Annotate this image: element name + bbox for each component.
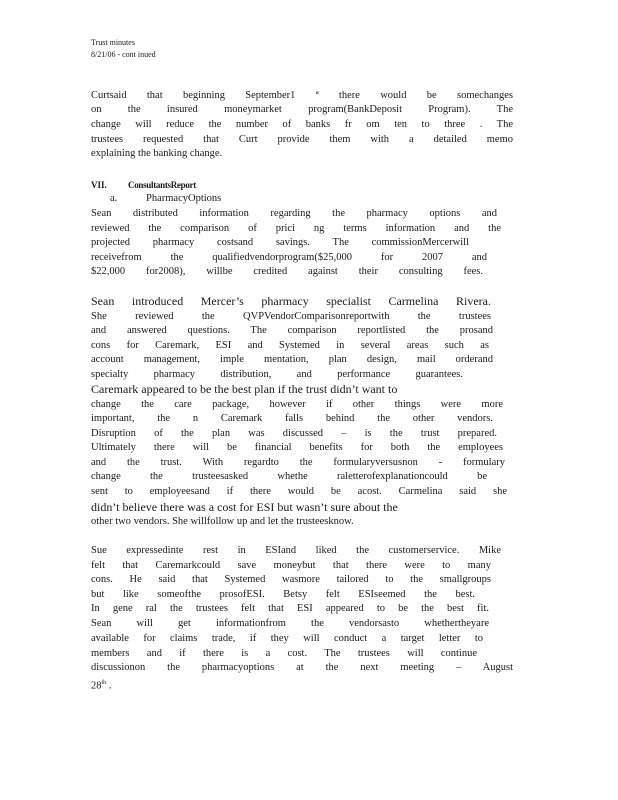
- text-line: and the trust. With regardto the formularyversusnon - formulary: [91, 457, 505, 468]
- text-line: specialty pharmacy distribution, and performance guarantees.: [91, 369, 463, 380]
- text-line: trustees requested that Curt provide them with a detailed memo: [91, 134, 513, 145]
- text-line: other two vendors. She willfollow up and let the trusteesknow.: [91, 516, 354, 527]
- text-line: sent to employeesand if there would be acost. Carmelina said she: [91, 486, 507, 497]
- text-line: on the insured moneymarket program(BankDeposit Program). The: [91, 104, 513, 115]
- text-line: explaining the banking change.: [91, 148, 223, 159]
- text-line: Sean will get informationfrom the vendorsasto whethertheyare: [91, 618, 489, 629]
- text-line: change the care package, however if other things were more: [91, 399, 503, 410]
- text-line: Sean introduced Mercer’s pharmacy specialist Carmelina Rivera.: [91, 294, 491, 308]
- section-title: ConsultantsReport: [128, 180, 196, 190]
- text-line: discussionon the pharmacyoptions at the next meeting – August: [91, 662, 513, 673]
- text-line: cons for Caremark, ESI and Systemed in several areas such as: [91, 340, 489, 351]
- text-line: change the trusteesasked whethe raletterofexplanationcould be: [91, 471, 487, 482]
- text-line: change will reduce the number of banks fr om ten to three . The: [91, 119, 513, 130]
- subsection-letter: a.: [110, 193, 118, 204]
- date-suffix: th: [101, 680, 107, 686]
- text-line: In gene ral the trustees felt that ESI appeared to be the best fit.: [91, 603, 489, 614]
- text-line: felt that Caremarkcould save moneybut that there were to many: [91, 560, 491, 571]
- text-line: Disruption of the plan was discussed – is the trust prepared.: [91, 428, 497, 439]
- text-line: $22,000 for2008), willbe credited against their consulting fees.: [91, 266, 483, 277]
- date-day: 28: [91, 680, 102, 692]
- text-line: She reviewed the QVPVendorComparisonreportwith the trustees: [91, 311, 491, 322]
- trailing-period: .: [106, 680, 112, 692]
- header-title: Trust minutes: [91, 38, 135, 47]
- text-line: Curtsaid that beginning September1 ª there would be somechanges: [91, 90, 513, 101]
- text-line: Sean distributed information regarding the pharmacy options and: [91, 208, 497, 219]
- text-line-end: [91, 676, 111, 694]
- text-line: important, the n Caremark falls behind the other vendors.: [91, 413, 493, 424]
- text-line: didn’t believe there was a cost for ESI but wasn’t sure about the: [91, 500, 398, 514]
- text-line: Caremark appeared to be the best plan if the trust didn’t want to: [91, 382, 398, 396]
- text-line: projected pharmacy costsand savings. The commissionMercerwill: [91, 237, 469, 248]
- text-line: Ultimately there will be financial benefits for both the employees: [91, 442, 503, 453]
- text-line: members and if there is a cost. The trustees will continue: [91, 648, 477, 659]
- text-line: account management, imple mentation, plan design, mail orderand: [91, 354, 493, 365]
- subsection-title: PharmacyOptions: [146, 193, 222, 204]
- text-line: but like someofthe prosofESI. Betsy felt ESIseemed the best.: [91, 589, 475, 600]
- text-line: reviewed the comparison of prici ng terms information and the: [91, 223, 501, 234]
- header-date: 8/21/06 - cont inued: [91, 50, 156, 59]
- section-number: VII.: [91, 180, 107, 190]
- text-line: available for claims trade, if they will conduct a target letter to: [91, 633, 483, 644]
- text-line: and answered questions. The comparison reportlisted the prosand: [91, 325, 493, 336]
- text-line: cons. He said that Systemed wasmore tailored to the smallgroups: [91, 574, 491, 585]
- text-line: Sue expressedinte rest in ESIand liked the customerservice. Mike: [91, 545, 501, 556]
- text-line: receivefrom the qualifiedvendorprogram($25,000 for 2007 and: [91, 252, 487, 263]
